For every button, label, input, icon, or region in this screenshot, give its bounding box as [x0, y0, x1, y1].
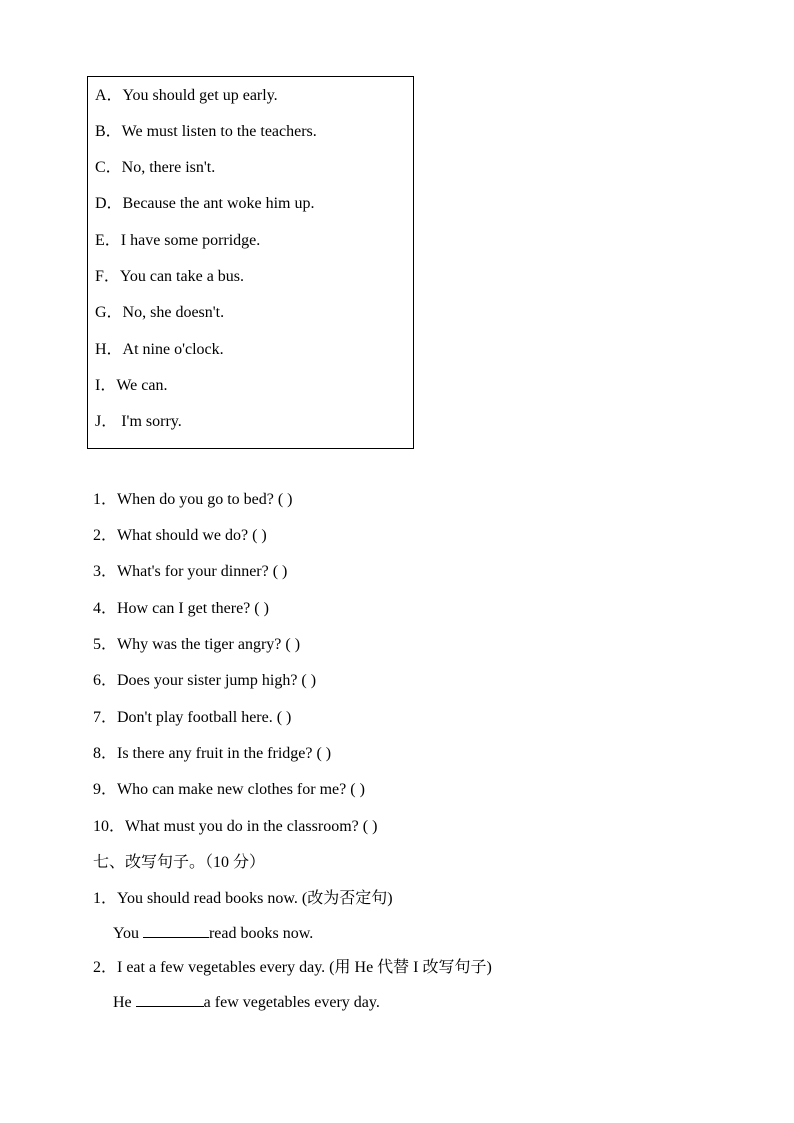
answer-prefix: He — [113, 994, 136, 1011]
rewrite-prompt-2: 2．I eat a few vegetables every day. (用 He 代替 I 改写句子) — [93, 959, 492, 976]
option-a: A．You should get up early. — [95, 87, 278, 104]
option-e: E．I have some porridge. — [95, 232, 261, 249]
question-3: 3．What's for your dinner? ( ) — [93, 563, 288, 580]
option-h: H．At nine o'clock. — [95, 341, 224, 358]
option-d: D．Because the ant woke him up. — [95, 195, 315, 212]
option-f: F．You can take a bus. — [95, 268, 245, 285]
rewrite-answer-2 — [113, 992, 380, 1014]
answer-blank[interactable] — [143, 923, 209, 938]
answer-prefix: You — [113, 925, 143, 942]
option-g: G．No, she doesn't. — [95, 304, 225, 321]
question-2: 2．What should we do? ( ) — [93, 527, 267, 544]
question-6: 6．Does your sister jump high? ( ) — [93, 672, 317, 689]
rewrite-answer-1 — [113, 923, 313, 945]
rewrite-prompt-1: 1．You should read books now. (改为否定句) — [93, 890, 393, 907]
answer-options-box — [87, 76, 414, 449]
question-10: 10．What must you do in the classroom? ( ) — [93, 818, 378, 835]
answer-suffix: read books now. — [208, 925, 314, 942]
question-1: 1．When do you go to bed? ( ) — [93, 491, 293, 508]
question-7: 7．Don't play football here. ( ) — [93, 709, 292, 726]
option-b: B．We must listen to the teachers. — [95, 123, 317, 140]
question-8: 8．Is there any fruit in the fridge? ( ) — [93, 745, 332, 762]
question-5: 5．Why was the tiger angry? ( ) — [93, 636, 301, 653]
section-heading: 七、改写句子。（10 分） — [93, 854, 266, 871]
option-j: J． I'm sorry. — [95, 413, 182, 430]
option-c: C．No, there isn't. — [95, 159, 216, 176]
question-4: 4．How can I get there? ( ) — [93, 600, 269, 617]
answer-suffix: a few vegetables every day. — [203, 994, 380, 1011]
question-9: 9．Who can make new clothes for me? ( ) — [93, 781, 365, 798]
option-i: I．We can. — [95, 377, 168, 394]
answer-blank[interactable] — [136, 992, 204, 1007]
